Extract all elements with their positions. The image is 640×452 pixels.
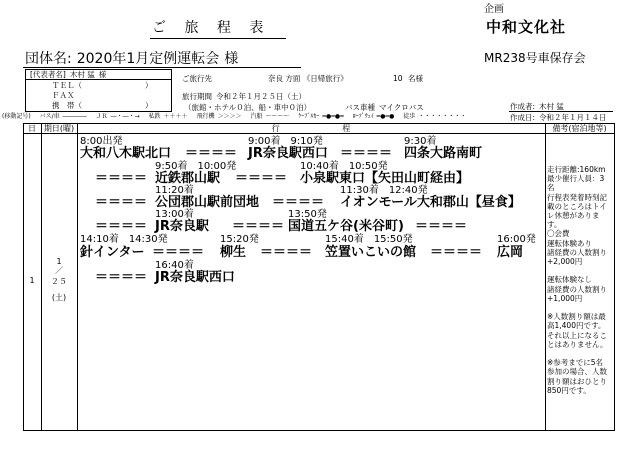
legend-item-walk: 徒歩 (403, 113, 416, 120)
route-connector: ＝＝＝＝ (235, 171, 288, 186)
remarks-line: 割り額はおひとり (547, 376, 607, 386)
destination: 奈良 方面 《日帰旅行》 (268, 74, 348, 83)
route-connector: ＝＝＝＝ (185, 146, 238, 161)
period-line (182, 92, 306, 101)
legend-item-ship: 汽船 (250, 113, 263, 120)
group-name: 2020年1月定例運転会 (76, 51, 220, 67)
route-stop: イオンモール大和郡山【昼食】 (340, 195, 521, 210)
party-size: 10 (393, 74, 403, 83)
route-connector: ＝＝＝＝ (95, 195, 148, 210)
route-connector: ＝＝＝＝ (272, 195, 325, 210)
fax-label: ＦＡＸ (52, 91, 75, 100)
remarks-line: 走行距離:160km (547, 165, 606, 174)
table-column-divider (545, 123, 546, 430)
remarks-line: 運転体験なし (547, 275, 592, 285)
route-stop: 笠置いこいの館 (325, 245, 417, 260)
remarks-line: ※人数割り額は最 (547, 312, 606, 322)
transport-legend (2, 113, 466, 121)
remarks-block (547, 165, 613, 266)
route-stop: JR奈良駅 (155, 219, 209, 234)
tel-label: ＴＥＬ（ (52, 81, 82, 90)
time-label: 11:20着 (155, 185, 194, 196)
organizer-company-logo: 中和文化社 (486, 18, 567, 36)
route-stop: 大和八木駅北口 (80, 146, 172, 161)
legend-item-jr: ＪＲ (95, 113, 108, 120)
remarks-line: レ休憩がありま (547, 211, 600, 221)
remarks-line: 名 (547, 183, 555, 193)
remarks-line: +2,000円 (547, 257, 583, 267)
route-stop: 国道五ケ谷(米谷町) (288, 219, 404, 234)
route-connector: ＝＝＝＝ (95, 171, 148, 186)
tel-close: ） (145, 81, 153, 90)
remarks-line: 行程表発着時刻記 (547, 192, 607, 202)
date-month: 1 (56, 257, 62, 266)
time-label: 9:00着 9:10発 (248, 136, 323, 147)
remarks-line: とはありません。 (547, 339, 608, 349)
mobile-label: 携 帯（ (52, 101, 82, 110)
remarks-block (547, 358, 613, 395)
created-date: 令和２年１月１４日 (539, 113, 607, 122)
route-stop: 公団郡山駅前団地 (155, 195, 260, 210)
route-connector: ＝＝＝＝ (415, 219, 468, 234)
legend-symbol-cable-car: ━●━●━ (322, 113, 344, 120)
route-connector: ＝＝＝＝ (152, 245, 205, 260)
group-name-underline (23, 67, 301, 68)
legend-symbol-jr: ―・―・→ (110, 113, 140, 120)
route-stop: 近鉄郡山駅 (155, 171, 221, 186)
bus-type: マイクロバス (379, 103, 424, 112)
time-label: 13:50発 (288, 209, 327, 220)
author-label: 作成者: (510, 102, 536, 111)
remarks-line: それ以上になるこ (547, 330, 607, 340)
route-stop: 小泉駅東口【矢田山町経由】 (300, 171, 470, 186)
legend-symbol-ship: ～～～～ (265, 113, 290, 120)
legend-item-bus: バス/車 (39, 113, 60, 120)
route-connector: ＝＝＝＝ (95, 219, 148, 234)
header-itinerary: 行 程 (271, 124, 351, 133)
day-number: 1 (29, 276, 35, 285)
document-title: ご 旅 程 表 (152, 20, 271, 36)
remarks-line: ※参考までに5名 (547, 358, 604, 368)
time-label: 15:20発 (220, 234, 259, 245)
table-column-divider (77, 123, 78, 430)
legend-item-ropeway: ﾛｰﾌﾟｳｪｲ (352, 113, 374, 120)
remarks-line: 850円です。 (547, 385, 591, 395)
time-label: 11:30着 12:40発 (340, 185, 428, 196)
representative-suffix: 様 (98, 70, 107, 79)
time-label: 14:10着 14:30発 (80, 234, 168, 245)
legend-item-private-rail: 私鉄 (148, 113, 161, 120)
group-name-suffix: 様 (224, 51, 239, 67)
remarks-line: 載のところはトイ (547, 201, 607, 211)
remarks-line: 〇会費 (547, 229, 570, 239)
remarks-block (547, 312, 613, 349)
route-connector: ＝＝＝＝ (340, 146, 393, 161)
header-day: 日 (28, 124, 36, 133)
mobile-close: ） (145, 101, 153, 110)
legend-item-cable-car: ｹｰﾌﾞﾙｶｰ (298, 113, 320, 120)
bus-label: バス車種 (345, 103, 375, 112)
legend-symbol-ropeway: ━●━● (376, 113, 395, 120)
period-value: 令和２年１月２５日（土） (216, 92, 306, 101)
group-name-label: 団体名: (25, 51, 72, 67)
date-weekday: (土) (51, 293, 67, 302)
party-suffix: 名様 (408, 74, 423, 83)
date-slash: ／ (55, 266, 63, 275)
representative-divider (26, 79, 171, 80)
bus-line (345, 103, 424, 112)
time-label: 10:40着 10:50発 (300, 161, 388, 172)
author-name: 木村 猛 (539, 102, 564, 111)
header-date: 期日(曜) (43, 124, 75, 133)
period-label: 旅行期間 (182, 92, 212, 101)
time-label: 16:40着 (155, 260, 194, 271)
time-label: 16:00発 (497, 234, 536, 245)
legend-symbol-bus: ―――― (62, 113, 87, 120)
legend-item-airplane: 飛行機 (196, 113, 215, 120)
time-label: 8:00出発 (80, 136, 123, 147)
author-line (510, 102, 564, 111)
created-date-label: 作成日: (510, 113, 536, 122)
time-label: 9:50着 10:00発 (155, 161, 237, 172)
route-connector: ＝＝＝＝ (260, 245, 313, 260)
legend-label: (移動記号) (2, 113, 31, 120)
route-stop: 四条大路南町 (404, 146, 483, 161)
representative-label: [代表者名] (30, 70, 66, 79)
destination-label: ご旅行先 (182, 74, 212, 83)
remarks-line: 参加の場合、人数 (547, 367, 607, 377)
time-label: 9:30着 (404, 136, 437, 147)
remarks-line: 諸経費の人数割り (547, 284, 607, 294)
group-name-line (25, 51, 238, 67)
date-day: ２５ (51, 277, 67, 286)
header-notes: 備考(宿泊地等) (552, 124, 607, 133)
route-stop: 針インター (80, 245, 145, 260)
legend-symbol-private-rail: ＋＋＋＋ (163, 113, 188, 120)
legend-symbol-walk: ・・・・・・・・ (418, 113, 467, 120)
route-connector: ＝＝＝＝ (430, 245, 483, 260)
organizer-label: 企画 (484, 4, 504, 15)
route-stop: 柳生 (220, 245, 247, 260)
title-underline (150, 38, 286, 39)
route-connector: ＝＝＝＝ (232, 219, 285, 234)
organizer-group: MR238号車保存会 (484, 51, 586, 65)
representative-name: 木村 猛 (69, 70, 95, 79)
lodging-info: （旅館・ホテル０泊、船・車中０泊） (184, 103, 312, 112)
remarks-line: 運転体験あり (547, 238, 592, 248)
remarks-line: す。 (547, 220, 562, 230)
remarks-line: 諸経費の人数割り (547, 247, 607, 257)
created-date-line (510, 113, 607, 122)
remarks-line: +1,000円 (547, 293, 583, 303)
legend-symbol-airplane: ＞＞＞＞ (217, 113, 242, 120)
representative-line (30, 70, 106, 79)
remarks-block (547, 275, 613, 303)
time-label: 13:00着 (155, 209, 194, 220)
route-stop: JR奈良駅西口 (248, 146, 328, 161)
route-stop: JR奈良駅西口 (155, 270, 235, 285)
remarks-line: 最少催行人員：3 (547, 174, 605, 184)
remarks-line: 高1,400円です。 (547, 321, 606, 331)
route-connector: ＝＝＝＝ (95, 270, 148, 285)
author-underline (509, 111, 613, 112)
time-label: 15:40着 15:50発 (325, 234, 413, 245)
remarks-column (547, 165, 613, 404)
route-stop: 広岡 (497, 245, 524, 260)
